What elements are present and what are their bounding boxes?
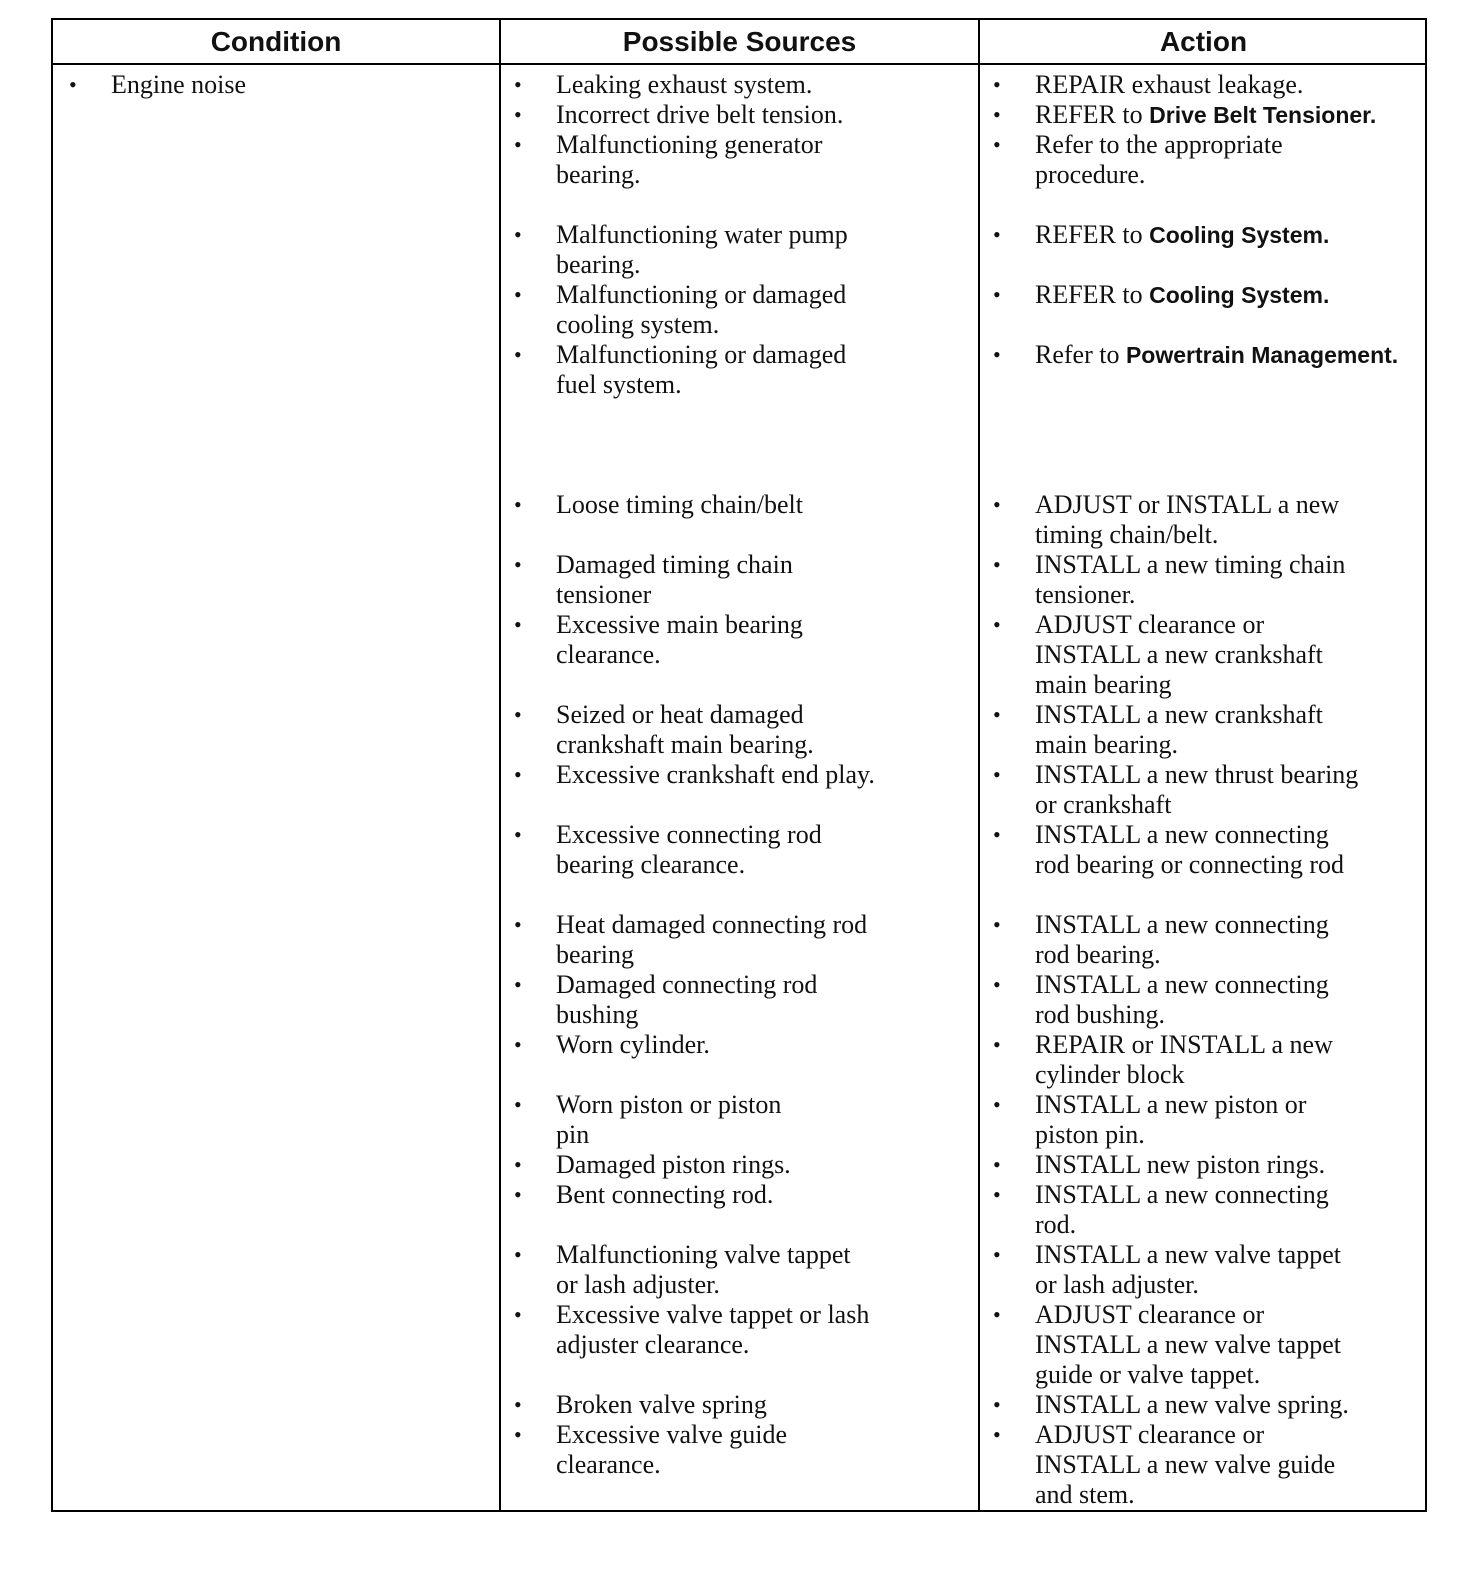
action-text-line: ADJUST clearance or [1035, 1300, 1265, 1329]
action-text-line: REFER to Drive Belt Tensioner. [1035, 100, 1377, 129]
action-text-line: INSTALL a new valve guide [1035, 1450, 1336, 1479]
source-text-line: Excessive valve guide [556, 1420, 788, 1449]
source-text-line: Malfunctioning generator [556, 130, 823, 159]
bullet: • [993, 342, 1001, 367]
bullet: • [993, 282, 1001, 307]
source-text-line: Malfunctioning or damaged [556, 340, 847, 369]
action-text-line: INSTALL a new crankshaft [1035, 640, 1323, 669]
condition-text: Engine noise [111, 70, 247, 99]
source-text-line: Broken valve spring [556, 1390, 767, 1419]
bullet: • [514, 492, 522, 517]
action-text-line: Refer to Powertrain Management. [1035, 340, 1399, 369]
action-text-line: ADJUST clearance or [1035, 610, 1265, 639]
source-text-line: Excessive valve tappet or lash [556, 1300, 870, 1329]
column-divider [978, 20, 980, 1510]
bullet: • [514, 762, 522, 787]
bullet: • [993, 1302, 1001, 1327]
bullet: • [993, 552, 1001, 577]
action-text-line: INSTALL a new connecting [1035, 970, 1329, 999]
action-text-line: tensioner. [1035, 580, 1136, 609]
bullet: • [993, 972, 1001, 997]
source-text-line: bearing clearance. [556, 850, 746, 879]
bullet: • [993, 762, 1001, 787]
action-text-line: INSTALL a new valve spring. [1035, 1390, 1349, 1419]
cross-reference: Drive Belt Tensioner. [1149, 102, 1377, 128]
bullet: • [993, 1092, 1001, 1117]
source-text-line: cooling system. [556, 310, 720, 339]
source-text-line: fuel system. [556, 370, 682, 399]
action-text-line: INSTALL a new timing chain [1035, 550, 1346, 579]
bullet: • [514, 72, 522, 97]
action-text-line: INSTALL a new connecting [1035, 1180, 1329, 1209]
action-text-line: INSTALL a new valve tappet [1035, 1240, 1341, 1269]
source-text-line: bearing. [556, 160, 641, 189]
bullet: • [514, 132, 522, 157]
action-text-line: timing chain/belt. [1035, 520, 1219, 549]
bullet: • [514, 552, 522, 577]
bullet: • [993, 72, 1001, 97]
bullet: • [514, 1302, 522, 1327]
bullet: • [514, 1032, 522, 1057]
action-text-line: rod bushing. [1035, 1000, 1165, 1029]
action-text-line: INSTALL a new connecting [1035, 820, 1329, 849]
source-text-line: Malfunctioning water pump [556, 220, 848, 249]
action-text-line: rod bearing. [1035, 940, 1161, 969]
action-text-line: INSTALL new piston rings. [1035, 1150, 1326, 1179]
source-text-line: Leaking exhaust system. [556, 70, 813, 99]
bullet: • [69, 72, 77, 97]
source-text-line: or lash adjuster. [556, 1270, 720, 1299]
source-text-line: Excessive connecting rod [556, 820, 822, 849]
source-text-line: Incorrect drive belt tension. [556, 100, 844, 129]
bullet: • [993, 702, 1001, 727]
source-text-line: Seized or heat damaged [556, 700, 804, 729]
bullet: • [514, 702, 522, 727]
bullet: • [514, 342, 522, 367]
source-text-line: bearing [556, 940, 634, 969]
bullet: • [993, 1032, 1001, 1057]
bullet: • [514, 1182, 522, 1207]
bullet: • [514, 1392, 522, 1417]
action-text-line: and stem. [1035, 1480, 1135, 1509]
source-text-line: Heat damaged connecting rod [556, 910, 868, 939]
bullet: • [514, 972, 522, 997]
bullet: • [514, 222, 522, 247]
action-text-line: rod bearing or connecting rod [1035, 850, 1345, 879]
action-text-line: main bearing [1035, 670, 1172, 699]
source-text-line: crankshaft main bearing. [556, 730, 814, 759]
source-text-line: bearing. [556, 250, 641, 279]
action-text-line: INSTALL a new piston or [1035, 1090, 1307, 1119]
action-text-line: INSTALL a new valve tappet [1035, 1330, 1341, 1359]
source-text-line: Worn piston or piston [556, 1090, 782, 1119]
source-text-line: Loose timing chain/belt [556, 490, 803, 519]
action-text-line: INSTALL a new connecting [1035, 910, 1329, 939]
cross-reference: Cooling System. [1149, 282, 1330, 308]
action-text-line: REPAIR or INSTALL a new [1035, 1030, 1333, 1059]
action-text-line: piston pin. [1035, 1120, 1145, 1149]
source-text-line: bushing [556, 1000, 639, 1029]
action-text-line: guide or valve tappet. [1035, 1360, 1261, 1389]
source-text-line: adjuster clearance. [556, 1330, 750, 1359]
bullet: • [993, 912, 1001, 937]
action-text-line: INSTALL a new thrust bearing [1035, 760, 1359, 789]
source-text-line: Damaged connecting rod [556, 970, 818, 999]
action-text-line: procedure. [1035, 160, 1146, 189]
header-possible-sources: Possible Sources [622, 26, 857, 57]
source-text-line: Bent connecting rod. [556, 1180, 774, 1209]
action-text-line: rod. [1035, 1210, 1077, 1239]
cross-reference: Cooling System. [1149, 222, 1330, 248]
action-text-line: INSTALL a new crankshaft [1035, 700, 1323, 729]
bullet: • [993, 612, 1001, 637]
bullet: • [993, 222, 1001, 247]
bullet: • [514, 612, 522, 637]
source-text-line: tensioner [556, 580, 652, 609]
source-text-line: Damaged timing chain [556, 550, 793, 579]
action-text-line: or lash adjuster. [1035, 1270, 1199, 1299]
bullet: • [514, 102, 522, 127]
source-text-line: Malfunctioning valve tappet [556, 1240, 851, 1269]
bullet: • [514, 1092, 522, 1117]
bullet: • [993, 132, 1001, 157]
action-text-line: ADJUST or INSTALL a new [1035, 490, 1340, 519]
source-text-line: Worn cylinder. [556, 1030, 710, 1059]
action-text-line: main bearing. [1035, 730, 1178, 759]
header-divider [53, 63, 1425, 65]
troubleshooting-table [51, 18, 1427, 1512]
column-divider [499, 20, 501, 1510]
action-text-line: cylinder block [1035, 1060, 1185, 1089]
action-text-line: Refer to the appropriate [1035, 130, 1283, 159]
source-text-line: Excessive main bearing [556, 610, 803, 639]
action-text-line: REFER to Cooling System. [1035, 280, 1330, 309]
bullet: • [993, 1392, 1001, 1417]
source-text-line: Excessive crankshaft end play. [556, 760, 875, 789]
source-text-line: Malfunctioning or damaged [556, 280, 847, 309]
bullet: • [514, 1152, 522, 1177]
bullet: • [993, 1182, 1001, 1207]
bullet: • [993, 492, 1001, 517]
header-condition: Condition [210, 26, 342, 57]
bullet: • [993, 1422, 1001, 1447]
source-text-line: Damaged piston rings. [556, 1150, 791, 1179]
bullet: • [993, 102, 1001, 127]
bullet: • [993, 1152, 1001, 1177]
bullet: • [514, 1422, 522, 1447]
action-text-line: or crankshaft [1035, 790, 1172, 819]
action-text-line: REFER to Cooling System. [1035, 220, 1330, 249]
bullet: • [993, 822, 1001, 847]
action-text-line: ADJUST clearance or [1035, 1420, 1265, 1449]
source-text-line: clearance. [556, 1450, 661, 1479]
action-text-line: REPAIR exhaust leakage. [1035, 70, 1304, 99]
header-action: Action [1159, 26, 1248, 57]
cross-reference: Powertrain Management. [1125, 342, 1399, 368]
source-text-line: pin [556, 1120, 590, 1149]
bullet: • [514, 282, 522, 307]
bullet: • [514, 912, 522, 937]
bullet: • [514, 822, 522, 847]
bullet: • [993, 1242, 1001, 1267]
bullet: • [514, 1242, 522, 1267]
source-text-line: clearance. [556, 640, 661, 669]
